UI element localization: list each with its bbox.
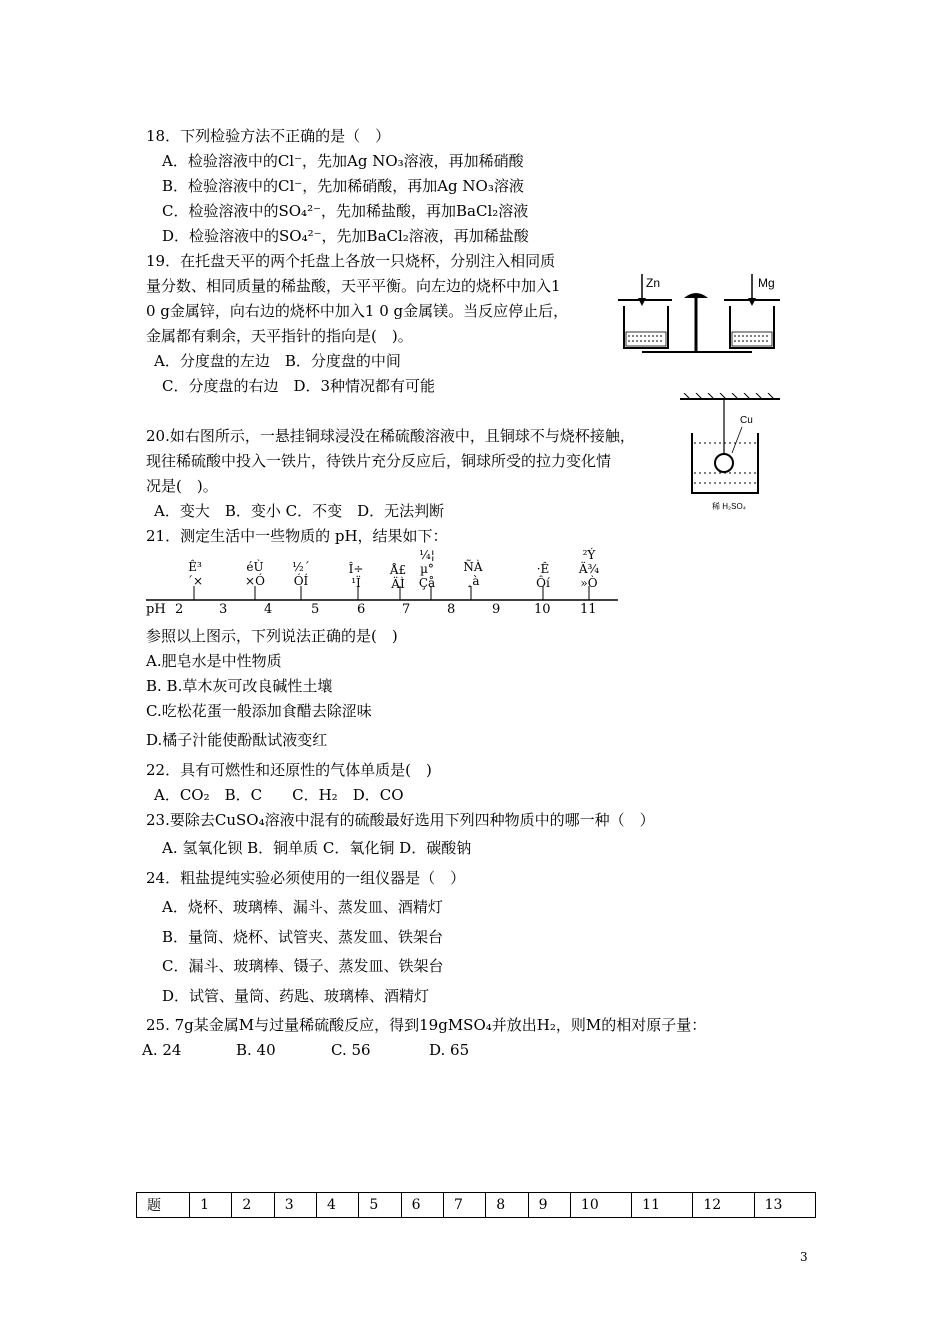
answer-cell[interactable]: 11 — [632, 1193, 693, 1218]
answer-cell[interactable]: 4 — [317, 1193, 359, 1218]
q19-line-2: 量分数、相同质量的稀盐酸，天平平衡。向左边的烧杯中加入1 — [146, 277, 561, 295]
ph-tick: 10 — [534, 602, 551, 617]
ph-tick: 2 — [175, 602, 184, 617]
answer-cell[interactable]: 3 — [274, 1193, 316, 1218]
q22-options: A．CO₂ B．C C．H₂ D．CO — [154, 786, 404, 804]
q19-options-cd: C．分度盘的右边 D．3种情况都有可能 — [162, 377, 436, 395]
q18-option-c: C．检验溶液中的SO₄²⁻，先加稀盐酸，再加BaCl₂溶液 — [162, 202, 529, 220]
copper-ball-figure — [676, 393, 786, 513]
q19-line-1: 19．在托盘天平的两个托盘上各放一只烧杯，分别注入相同质 — [146, 252, 556, 270]
q21-option-c: C.吃松花蛋一般添加食醋去除涩味 — [146, 702, 372, 720]
answer-cell[interactable]: 5 — [359, 1193, 401, 1218]
ph-tick: 6 — [357, 602, 366, 617]
q20-line-1: 20.如右图所示，一悬挂铜球浸没在稀硫酸溶液中，且铜球不与烧杯接触， — [146, 427, 635, 445]
q19-line-3: 0 g金属锌，向右边的烧杯中加入1 0 g金属镁。当反应停止后， — [146, 302, 569, 320]
ph-item-label: ½´ ÓÍ — [292, 560, 310, 588]
zn-label: Zn — [646, 276, 661, 290]
answer-table — [136, 1192, 816, 1218]
ph-item-label: Ê³ ´× — [186, 560, 204, 588]
ph-item-label: Î÷ ¹Ï — [348, 562, 364, 590]
q25-stem: 25. 7g某金属M与过量稀硫酸反应，得到19gMSO₄并放出H₂，则M的相对原子量： — [146, 1016, 707, 1034]
q25-option-b: B. 40 — [236, 1041, 276, 1059]
answer-cell[interactable]: 9 — [528, 1193, 570, 1218]
ph-tick: 3 — [219, 602, 228, 617]
ph-item-label: ²Ý Ä¾ »Ò — [578, 548, 600, 590]
q25-option-c: C. 56 — [331, 1041, 371, 1059]
ph-tick: 4 — [264, 602, 273, 617]
ph-item-label: ÑÀ ¸à — [463, 560, 483, 588]
answer-cell[interactable]: 8 — [486, 1193, 528, 1218]
q20-line-2: 现往稀硫酸中投入一铁片，待铁片充分反应后，铜球所受的拉力变化情 — [146, 452, 612, 470]
answer-cell[interactable]: 1 — [190, 1193, 232, 1218]
ph-axis — [146, 580, 621, 604]
q24-option-b: B．量筒、烧杯、试管夹、蒸发皿、铁架台 — [162, 928, 444, 946]
answer-table-row — [137, 1193, 816, 1218]
ph-item-label: Å£ ÄÌ — [389, 563, 407, 591]
cu-label: Cu — [740, 415, 753, 426]
q18-option-b: B．检验溶液中的Cl⁻，先加稀硝酸，再加Ag NO₃溶液 — [162, 177, 524, 195]
q21-option-b: B. B.草木灰可改良碱性土壤 — [146, 677, 333, 695]
answer-cell[interactable]: 13 — [754, 1193, 815, 1218]
ph-tick: 11 — [580, 602, 597, 617]
ph-tick: 9 — [492, 602, 501, 617]
answer-cell[interactable]: 10 — [570, 1193, 631, 1218]
answer-cell[interactable]: 6 — [401, 1193, 443, 1218]
q21-prompt: 参照以上图示，下列说法正确的是( ) — [146, 627, 398, 645]
q23-options: A. 氢氧化钡 B．铜单质 C．氧化铜 D．碳酸钠 — [162, 839, 472, 857]
q21-stem: 21．测定生活中一些物质的 pH，结果如下： — [146, 527, 448, 545]
q18-option-a: A．检验溶液中的Cl⁻，先加Ag NO₃溶液，再加稀硝酸 — [162, 152, 524, 170]
ph-axis-label: pH — [146, 602, 166, 617]
page-number: 3 — [800, 1250, 808, 1264]
ph-tick: 8 — [447, 602, 456, 617]
q20-options: A．变大 B．变小 C．不变 D．无法判断 — [154, 502, 445, 520]
q24-option-d: D．试管、量筒、药匙、玻璃棒、酒精灯 — [162, 987, 430, 1005]
answer-table-header-cell: 题 — [137, 1193, 190, 1218]
q18-option-d: D．检验溶液中的SO₄²⁻，先加BaCl₂溶液，再加稀盐酸 — [162, 227, 529, 245]
q24-stem: 24．粗盐提纯实验必须使用的一组仪器是（ ） — [146, 869, 466, 887]
q18-stem: 18．下列检验方法不正确的是（ ） — [146, 127, 391, 145]
balance-figure — [612, 270, 787, 365]
mg-label: Mg — [758, 276, 775, 290]
q25-option-a: A. 24 — [142, 1041, 182, 1059]
q19-line-4: 金属都有剩余，天平指针的指向是( )。 — [146, 327, 413, 345]
ph-tick: 7 — [402, 602, 411, 617]
q19-options-ab: A．分度盘的左边 B．分度盘的中间 — [154, 352, 401, 370]
ph-item-label: éÙ ×Ó — [245, 560, 265, 588]
ph-item-label: ·Ê Ôí — [536, 562, 550, 590]
answer-cell[interactable]: 2 — [232, 1193, 274, 1218]
q25-option-d: D. 65 — [429, 1041, 470, 1059]
q20-line-3: 况是( )。 — [146, 477, 218, 495]
ph-item-label: ¼¦ µ° Çå — [418, 548, 436, 590]
ph-tick: 5 — [311, 602, 320, 617]
q21-option-a: A.肥皂水是中性物质 — [146, 652, 282, 670]
q23-stem: 23.要除去CuSO₄溶液中混有的硫酸最好选用下列四种物质中的哪一种（ ） — [146, 811, 655, 829]
q24-option-c: C．漏斗、玻璃棒、镊子、蒸发皿、铁架台 — [162, 957, 444, 975]
q21-option-d: D.橘子汁能使酚酞试液变红 — [146, 731, 328, 749]
answer-cell[interactable]: 12 — [693, 1193, 754, 1218]
answer-cell[interactable]: 7 — [443, 1193, 485, 1218]
q24-option-a: A．烧杯、玻璃棒、漏斗、蒸发皿、酒精灯 — [162, 898, 443, 916]
dilute-acid-caption: 稀 H₂SO₄ — [712, 502, 746, 511]
q22-stem: 22．具有可燃性和还原性的气体单质是( ) — [146, 761, 432, 779]
